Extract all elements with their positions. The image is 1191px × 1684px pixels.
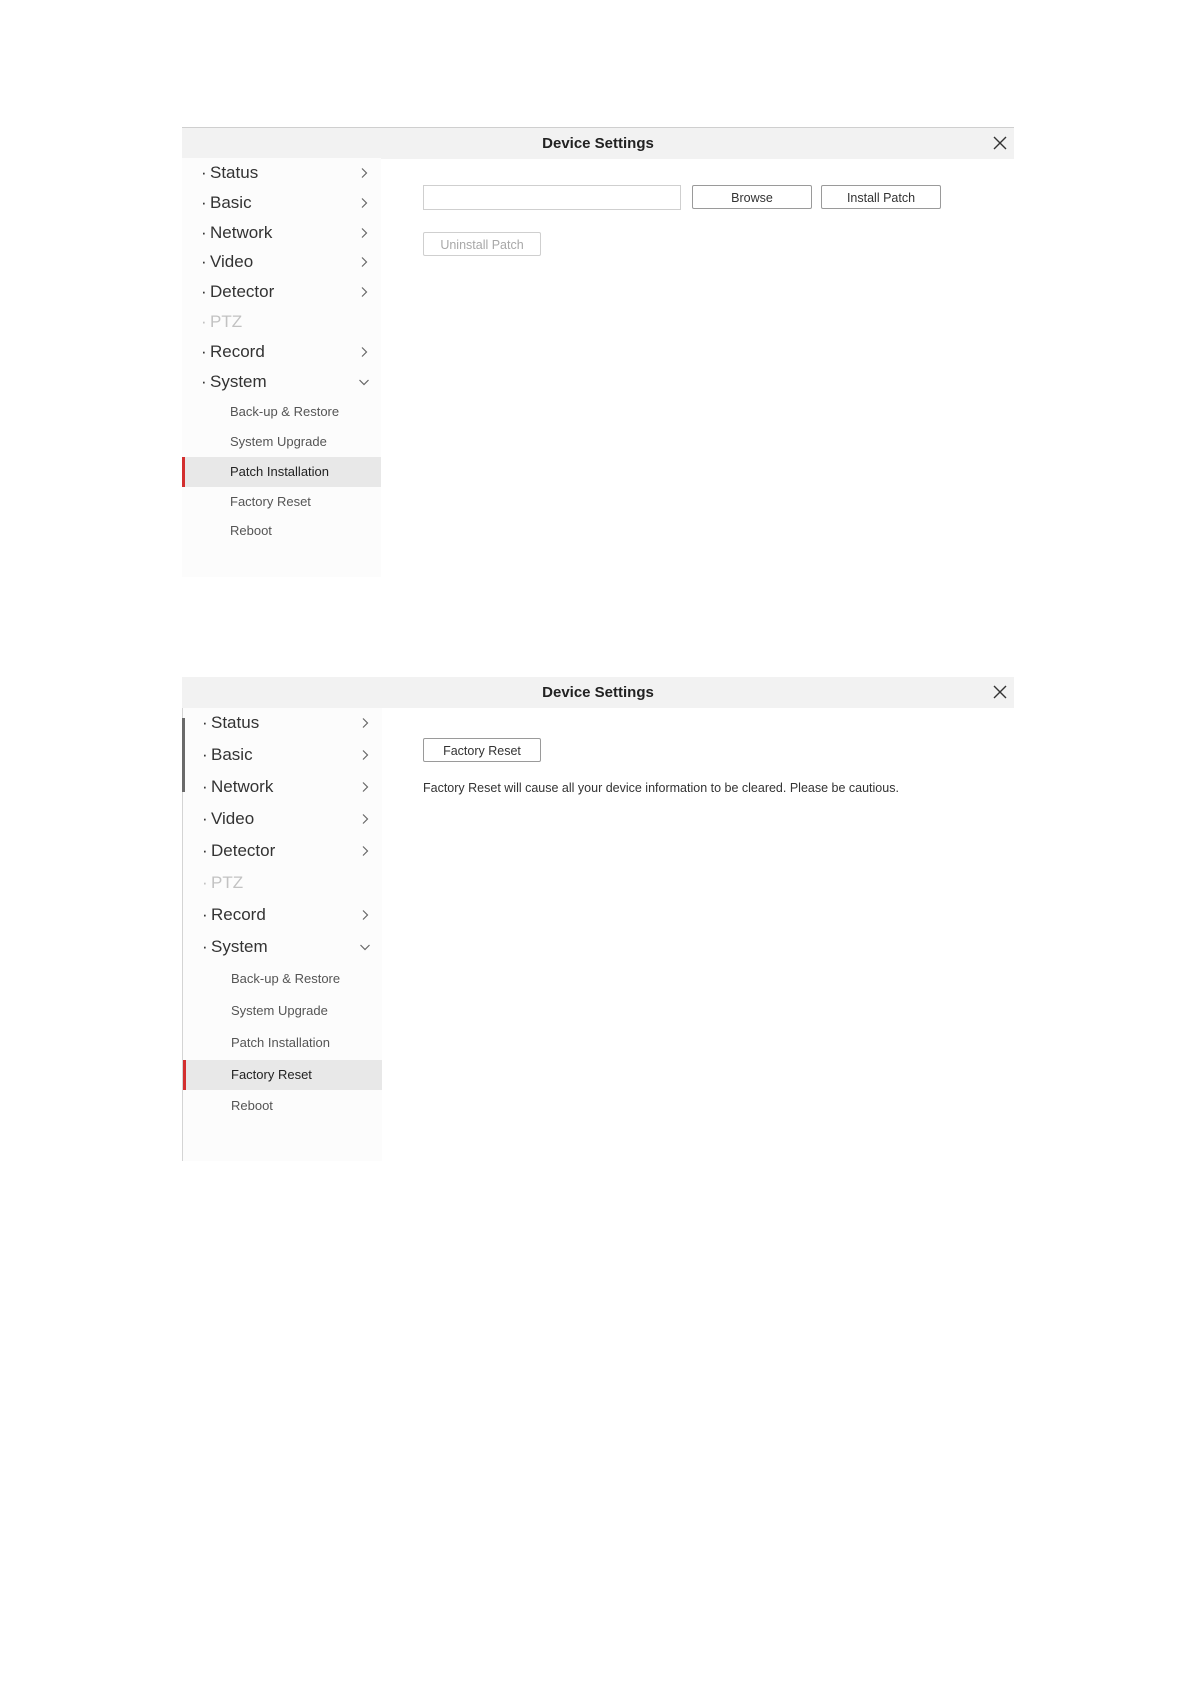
close-icon[interactable] (992, 684, 1008, 700)
chevron-right-icon (359, 813, 371, 825)
factory-reset-content (381, 708, 1014, 1161)
sidebar-item-label: Network (210, 223, 273, 242)
sidebar-item-label: PTZ (210, 312, 243, 331)
chevron-right-icon (358, 197, 370, 209)
install-patch-button[interactable]: Install Patch (821, 185, 941, 209)
sidebar-item-ptz: · PTZ (183, 868, 382, 898)
sidebar (182, 708, 382, 1161)
sidebar-item-record[interactable]: · Record (182, 337, 381, 367)
dialog-title: Device Settings (542, 684, 654, 701)
sidebar-item-label: Basic (211, 745, 253, 764)
sidebar-item-network[interactable]: · Network (183, 772, 382, 802)
chevron-right-icon (358, 346, 370, 358)
sidebar-subitem-reboot[interactable]: Reboot (231, 1098, 273, 1113)
factory-reset-button[interactable]: Factory Reset (423, 738, 541, 762)
sidebar-item-basic[interactable]: · Basic (183, 740, 382, 770)
sidebar-item-label: Video (210, 252, 254, 271)
sidebar-subitem-backup-restore[interactable]: Back-up & Restore (230, 404, 340, 419)
sidebar-item-label: Status (210, 163, 259, 182)
sidebar (182, 158, 381, 577)
sidebar-item-label: System (211, 937, 268, 956)
chevron-right-icon (358, 167, 370, 179)
sidebar-item-ptz: · PTZ (182, 307, 381, 337)
sidebar-item-label: Status (211, 713, 260, 732)
sidebar-item-video[interactable]: · Video (183, 804, 382, 834)
sidebar-item-label: Network (211, 777, 274, 796)
chevron-right-icon (359, 909, 371, 921)
titlebar (182, 127, 1014, 159)
sidebar-item-basic[interactable]: · Basic (182, 188, 381, 218)
chevron-right-icon (358, 227, 370, 239)
sidebar-item-system[interactable]: · System (182, 367, 381, 397)
sidebar-subitem-system-upgrade[interactable]: System Upgrade (231, 1003, 328, 1018)
sidebar-item-label: Video (211, 809, 255, 828)
sidebar-subitem-patch-installation[interactable]: Patch Installation (231, 1035, 331, 1050)
sidebar-subitem-factory-reset[interactable]: Factory Reset (183, 1060, 382, 1090)
chevron-right-icon (358, 286, 370, 298)
sidebar-item-label: Detector (211, 841, 276, 860)
uninstall-patch-button: Uninstall Patch (423, 232, 541, 256)
sidebar-item-status[interactable]: · Status (182, 158, 381, 188)
sidebar-subitem-reboot[interactable]: Reboot (230, 523, 272, 538)
sidebar-item-system[interactable]: · System (183, 932, 382, 962)
titlebar (182, 677, 1014, 708)
device-settings-panel-patch (182, 127, 1014, 577)
patch-installation-content (381, 158, 1014, 577)
device-settings-panel-factory-reset (182, 677, 1014, 1161)
sidebar-subitem-system-upgrade[interactable]: System Upgrade (230, 434, 327, 449)
sidebar-item-network[interactable]: · Network (182, 218, 381, 248)
sidebar-item-status[interactable]: · Status (183, 708, 382, 738)
sidebar-item-record[interactable]: · Record (183, 900, 382, 930)
patch-file-path-input[interactable] (423, 185, 681, 210)
chevron-down-icon (359, 941, 371, 953)
chevron-right-icon (359, 749, 371, 761)
chevron-right-icon (359, 845, 371, 857)
sidebar-item-label: Basic (210, 193, 252, 212)
sidebar-item-label: Detector (210, 282, 275, 301)
chevron-right-icon (359, 717, 371, 729)
chevron-right-icon (358, 256, 370, 268)
sidebar-subitem-factory-reset[interactable]: Factory Reset (230, 494, 311, 509)
sidebar-item-detector[interactable]: · Detector (182, 277, 381, 307)
sidebar-item-video[interactable]: · Video (182, 247, 381, 277)
sidebar-subitem-patch-installation[interactable]: Patch Installation (182, 457, 381, 487)
browse-button[interactable]: Browse (692, 185, 812, 209)
sidebar-item-detector[interactable]: · Detector (183, 836, 382, 866)
sidebar-item-label: System (210, 372, 267, 391)
sidebar-item-label: PTZ (211, 873, 244, 892)
chevron-down-icon (358, 376, 370, 388)
sidebar-item-label: Record (210, 342, 265, 361)
sidebar-item-label: Record (211, 905, 266, 924)
close-icon[interactable] (992, 135, 1008, 151)
chevron-right-icon (359, 781, 371, 793)
dialog-title: Device Settings (542, 135, 654, 152)
sidebar-subitem-backup-restore[interactable]: Back-up & Restore (231, 971, 341, 986)
factory-reset-warning: Factory Reset will cause all your device information to be cleared. Please be cautious. (423, 781, 899, 795)
